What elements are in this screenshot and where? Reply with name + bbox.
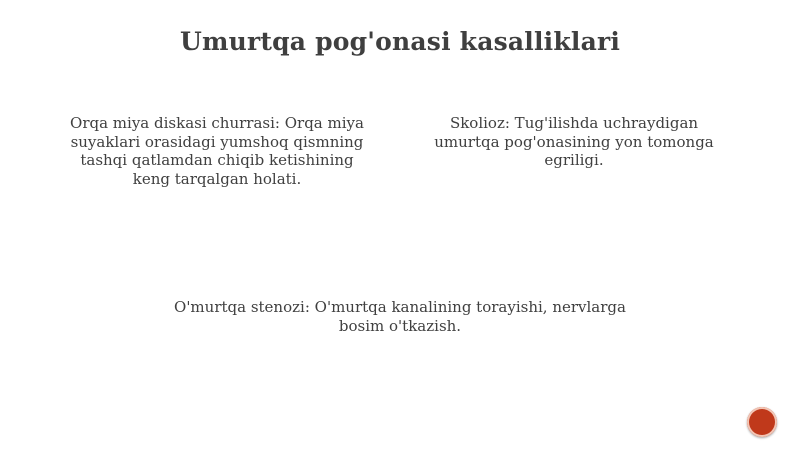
next-slide-circle-icon[interactable]	[747, 407, 777, 437]
spinal-stenosis-text: O'murtqa stenozi: O'murtqa kanalining torayishi, nervlarga bosim o'tkazish.	[174, 298, 626, 335]
scoliosis-text: Skolioz: Tug'ilishda uchraydigan umurtqa pog'onasining yon tomonga egriligi.	[434, 114, 714, 169]
slide-title: Umurtqa pog'onasi kasalliklari	[179, 27, 621, 56]
disc-herniation-text: Orqa miya diskasi churrasi: Orqa miya suyaklari orasidagi yumshoq qismning tashqi qatlamdan chiqib ketishining keng tarqalgan holati.	[70, 114, 364, 188]
